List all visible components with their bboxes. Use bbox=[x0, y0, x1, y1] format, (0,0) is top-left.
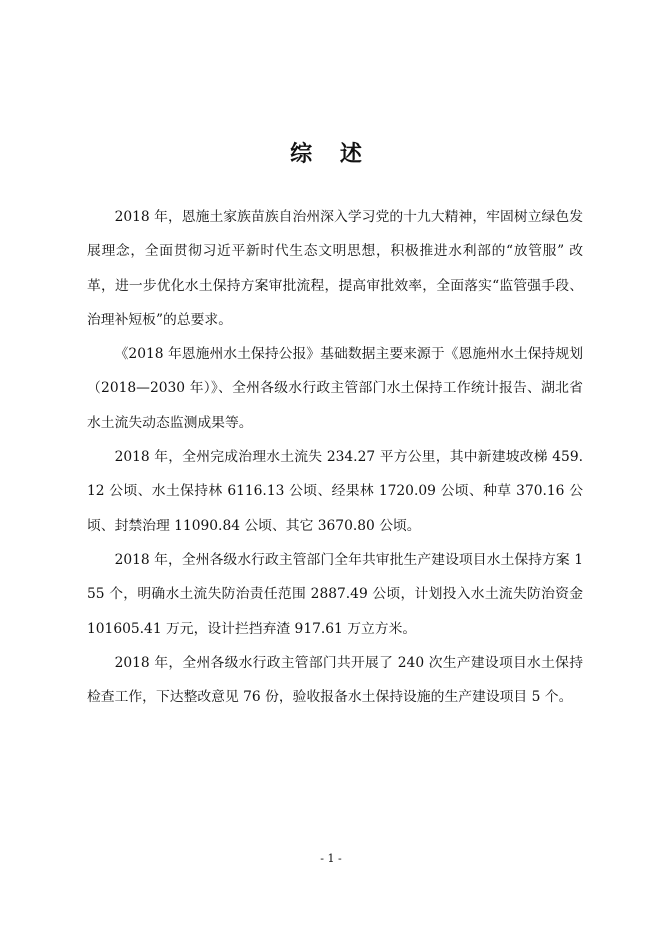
paragraph-data-source: 《2018 年恩施州水土保持公报》基础数据主要来源于《恩施州水土保持规划（2018—2030 年）》、全州各级水行政主管部门水土保持工作统计报告、湖北省水土流失动态监测成果等。 bbox=[87, 346, 583, 431]
document-body bbox=[87, 200, 583, 714]
paragraph-project-approval: 2018 年，全州各级水行政主管部门全年共审批生产建设项目水土保持方案 155 个，明确水土流失防治责任范围 2887.49 公顷，计划投入水土流失防治资金 101605.41 万元，设计拦挡弃渣 917.61 万立方米。 bbox=[87, 551, 583, 637]
paragraph-erosion-control: 2018 年，全州完成治理水土流失 234.27 平方公里，其中新建坡改梯 459.12 公顷、水土保持林 6116.13 公顷、经果林 1720.09 公顷、种草 370.16 公顷、封禁治理 11090.84 公顷、其它 3670.80 公顷。 bbox=[87, 449, 583, 534]
paragraph-overview: 2018 年，恩施土家族苗族自治州深入学习党的十九大精神，牢固树立绿色发展理念，全面贯彻习近平新时代生态文明思想，积极推进水利部的“放管服” 改革，进一步优化水土保持方案审批流程，提高审批效率，全面落实“监管强手段、治理补短板”的总要求。 bbox=[87, 209, 583, 328]
paragraph-inspection: 2018 年，全州各级水行政主管部门共开展了 240 次生产建设项目水土保持检查工作，下达整改意见 76 份，验收报备水土保持设施的生产建设项目 5 个。 bbox=[87, 654, 583, 706]
page-title: 综 述 bbox=[290, 142, 372, 167]
page-number: - 1 - bbox=[320, 852, 342, 865]
